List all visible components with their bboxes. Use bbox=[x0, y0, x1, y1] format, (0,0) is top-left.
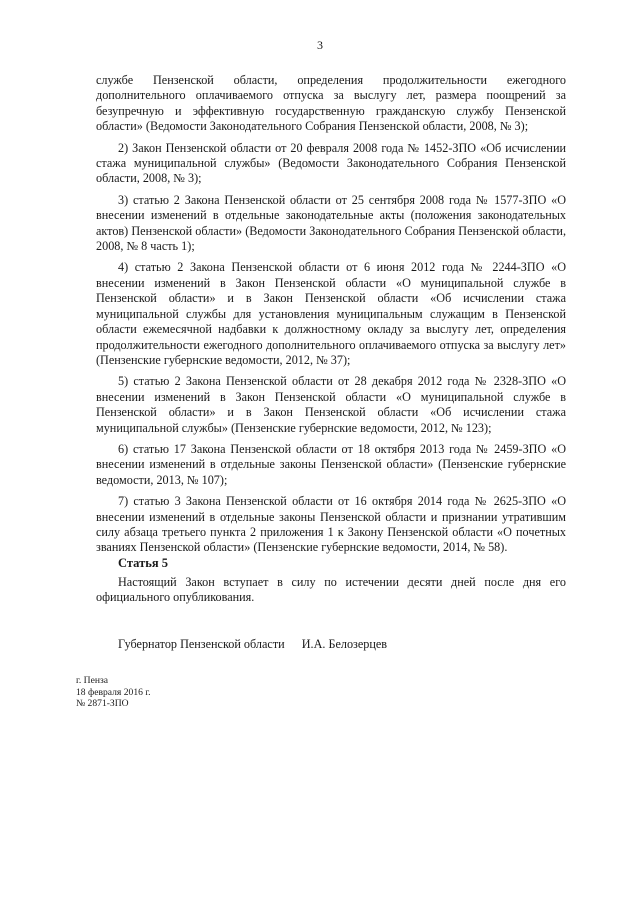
footer-city: г. Пенза bbox=[76, 675, 109, 686]
footer-law-number: № 2871-ЗПО bbox=[76, 698, 129, 709]
list-item-6: 6) статью 17 Закона Пензенской области от 18 октября 2013 года № 2459-ЗПО «О внесении изменений в отдельные законы Пензенской области» (Пензенские губернские ведомости, 2013, № 107); bbox=[96, 441, 566, 487]
list-item-7: 7) статью 3 Закона Пензенской области от 16 октября 2014 года № 2625-ЗПО «О внесении изменений в отдельные законы Пензенской области и признании утратившим силу абзаца третьего пункта 2 приложения 1 к Закону Пензенской области «О почетных званиях Пензенской области» (Пензенские губернские ведомости, 2014, № 58). bbox=[96, 494, 566, 555]
footer-date: 18 февраля 2016 г. bbox=[76, 686, 151, 698]
repealed-acts-list bbox=[96, 73, 566, 562]
list-item-4: 4) статью 2 Закона Пензенской области от 6 июня 2012 года № 2244-ЗПО «О внесении изменений в Закон Пензенской области «О муниципальной службе в Пензенской области» и в Закон Пензенской области «Об исчислении стажа муниципальной службы для установления муниципальным служащим в Пензенской области ежемесячной надбавки к должностному окладу за выслугу лет, определения продолжительности ежегодного дополнительного оплачиваемого отпуска за выслугу лет» (Пензенские губернские ведомости, 2012, № 37); bbox=[96, 260, 566, 367]
signatory-name: И.А. Белозерцев bbox=[301, 637, 388, 651]
list-item-continuation: службе Пензенской области, определения продолжительности ежегодного дополнительного оплачиваемого отпуска за выслугу лет, размера поощрений за безупречную и эффективную государственную гражданскую службу Пензенской области» (Ведомости Законодательного Собрания Пензенской области, 2008, № 3); bbox=[96, 73, 566, 134]
list-item-2: 2) Закон Пензенской области от 20 февраля 2008 года № 1452-ЗПО «Об исчислении стажа муниципальной службы» (Ведомости Законодательного Собрания Пензенской области, 2008, № 3); bbox=[96, 140, 566, 186]
article-5-heading: Статья 5 bbox=[118, 556, 168, 570]
page-number: 3 bbox=[317, 38, 323, 52]
article-5-text bbox=[96, 575, 566, 612]
signature-line bbox=[118, 637, 387, 652]
list-item-5: 5) статью 2 Закона Пензенской области от 28 декабря 2012 года № 2328-ЗПО «О внесении изменений в Закон Пензенской области «О муниципальной службе в Пензенской области» и в Закон Пензенской области «Об исчислении стажа муниципальной службы» (Пензенские губернские ведомости, 2012, № 123); bbox=[96, 374, 566, 435]
list-item-3: 3) статью 2 Закона Пензенской области от 25 сентября 2008 года № 1577-ЗПО «О внесении изменений в отдельные законодательные акты (положения законодательных актов) Пензенской области» (Ведомости Законодательного Собрания Пензенской области, 2008, № 8 часть 1); bbox=[96, 192, 566, 254]
article-5-paragraph: Настоящий Закон вступает в силу по истечении десяти дней после дня его официального опубликования. bbox=[96, 575, 566, 605]
document-footer bbox=[76, 675, 151, 710]
signatory-position: Губернатор Пензенской области bbox=[118, 637, 285, 651]
